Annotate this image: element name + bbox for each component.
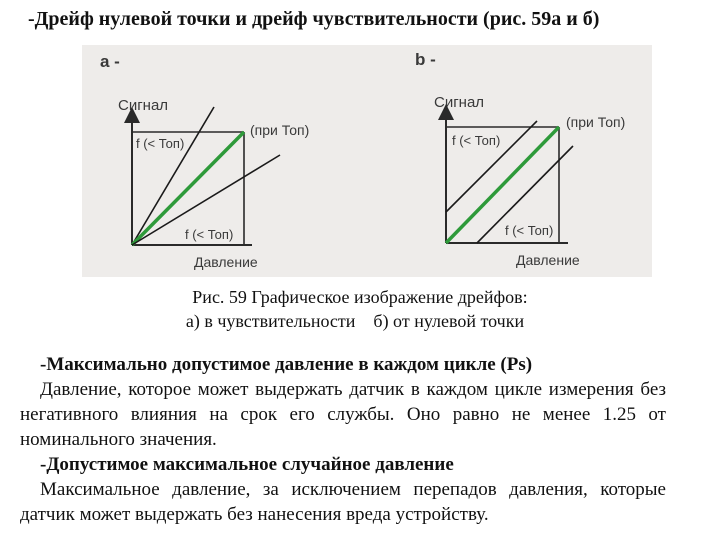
figure-caption-line2-wrap (0, 310, 720, 332)
panel-a-y-axis-label: Сигнал (118, 97, 169, 114)
section-2-title: -Допустимое максимальное случайное давление (40, 454, 454, 475)
panel-a-label-max: (при Топ) (250, 122, 310, 138)
panel-b-label-max: (при Топ) (566, 114, 626, 130)
section-1-title: -Максимально допустимое давление в каждом цикле (Ps) (40, 354, 533, 375)
section-2-text: Максимальное давление, за исключением перепадов давления, которые датчик может выдержать без нанесения вреда устройству. (20, 479, 666, 525)
panel-a-letter: a - (100, 52, 120, 71)
panel-a-x-axis-label: Давление (194, 254, 258, 270)
panel-b-letter: b - (415, 50, 436, 69)
panel-a (100, 52, 309, 270)
panel-b (415, 50, 625, 268)
panel-a-label-top: f (< Топ) (136, 136, 185, 151)
panel-b-y-axis-label: Сигнал (434, 94, 485, 111)
panel-a-label-bottom: f (< Топ) (185, 227, 234, 242)
body-text (20, 352, 666, 527)
panel-b-label-bottom: f (< Топ) (505, 223, 554, 238)
figure-caption-line2: а) в чувствительности б) от нулевой точки (185, 311, 525, 331)
panel-b-x-axis-label: Давление (516, 252, 580, 268)
figure-caption-line1: Рис. 59 Графическое изображение дрейфов: (192, 287, 528, 307)
section-1-text: Давление, которое может выдержать датчик в каждом цикле измерения без негативного влияния на срок его службы. Оно равно не менее 1.25 от номинального значения. (20, 379, 666, 450)
slide-heading: -Дрейф нулевой точки и дрейф чувствительности (рис. 59а и б) (28, 8, 600, 30)
drift-figure-svg (82, 45, 652, 277)
panel-b-label-top: f (< Топ) (452, 133, 501, 148)
drift-figure (82, 45, 652, 277)
